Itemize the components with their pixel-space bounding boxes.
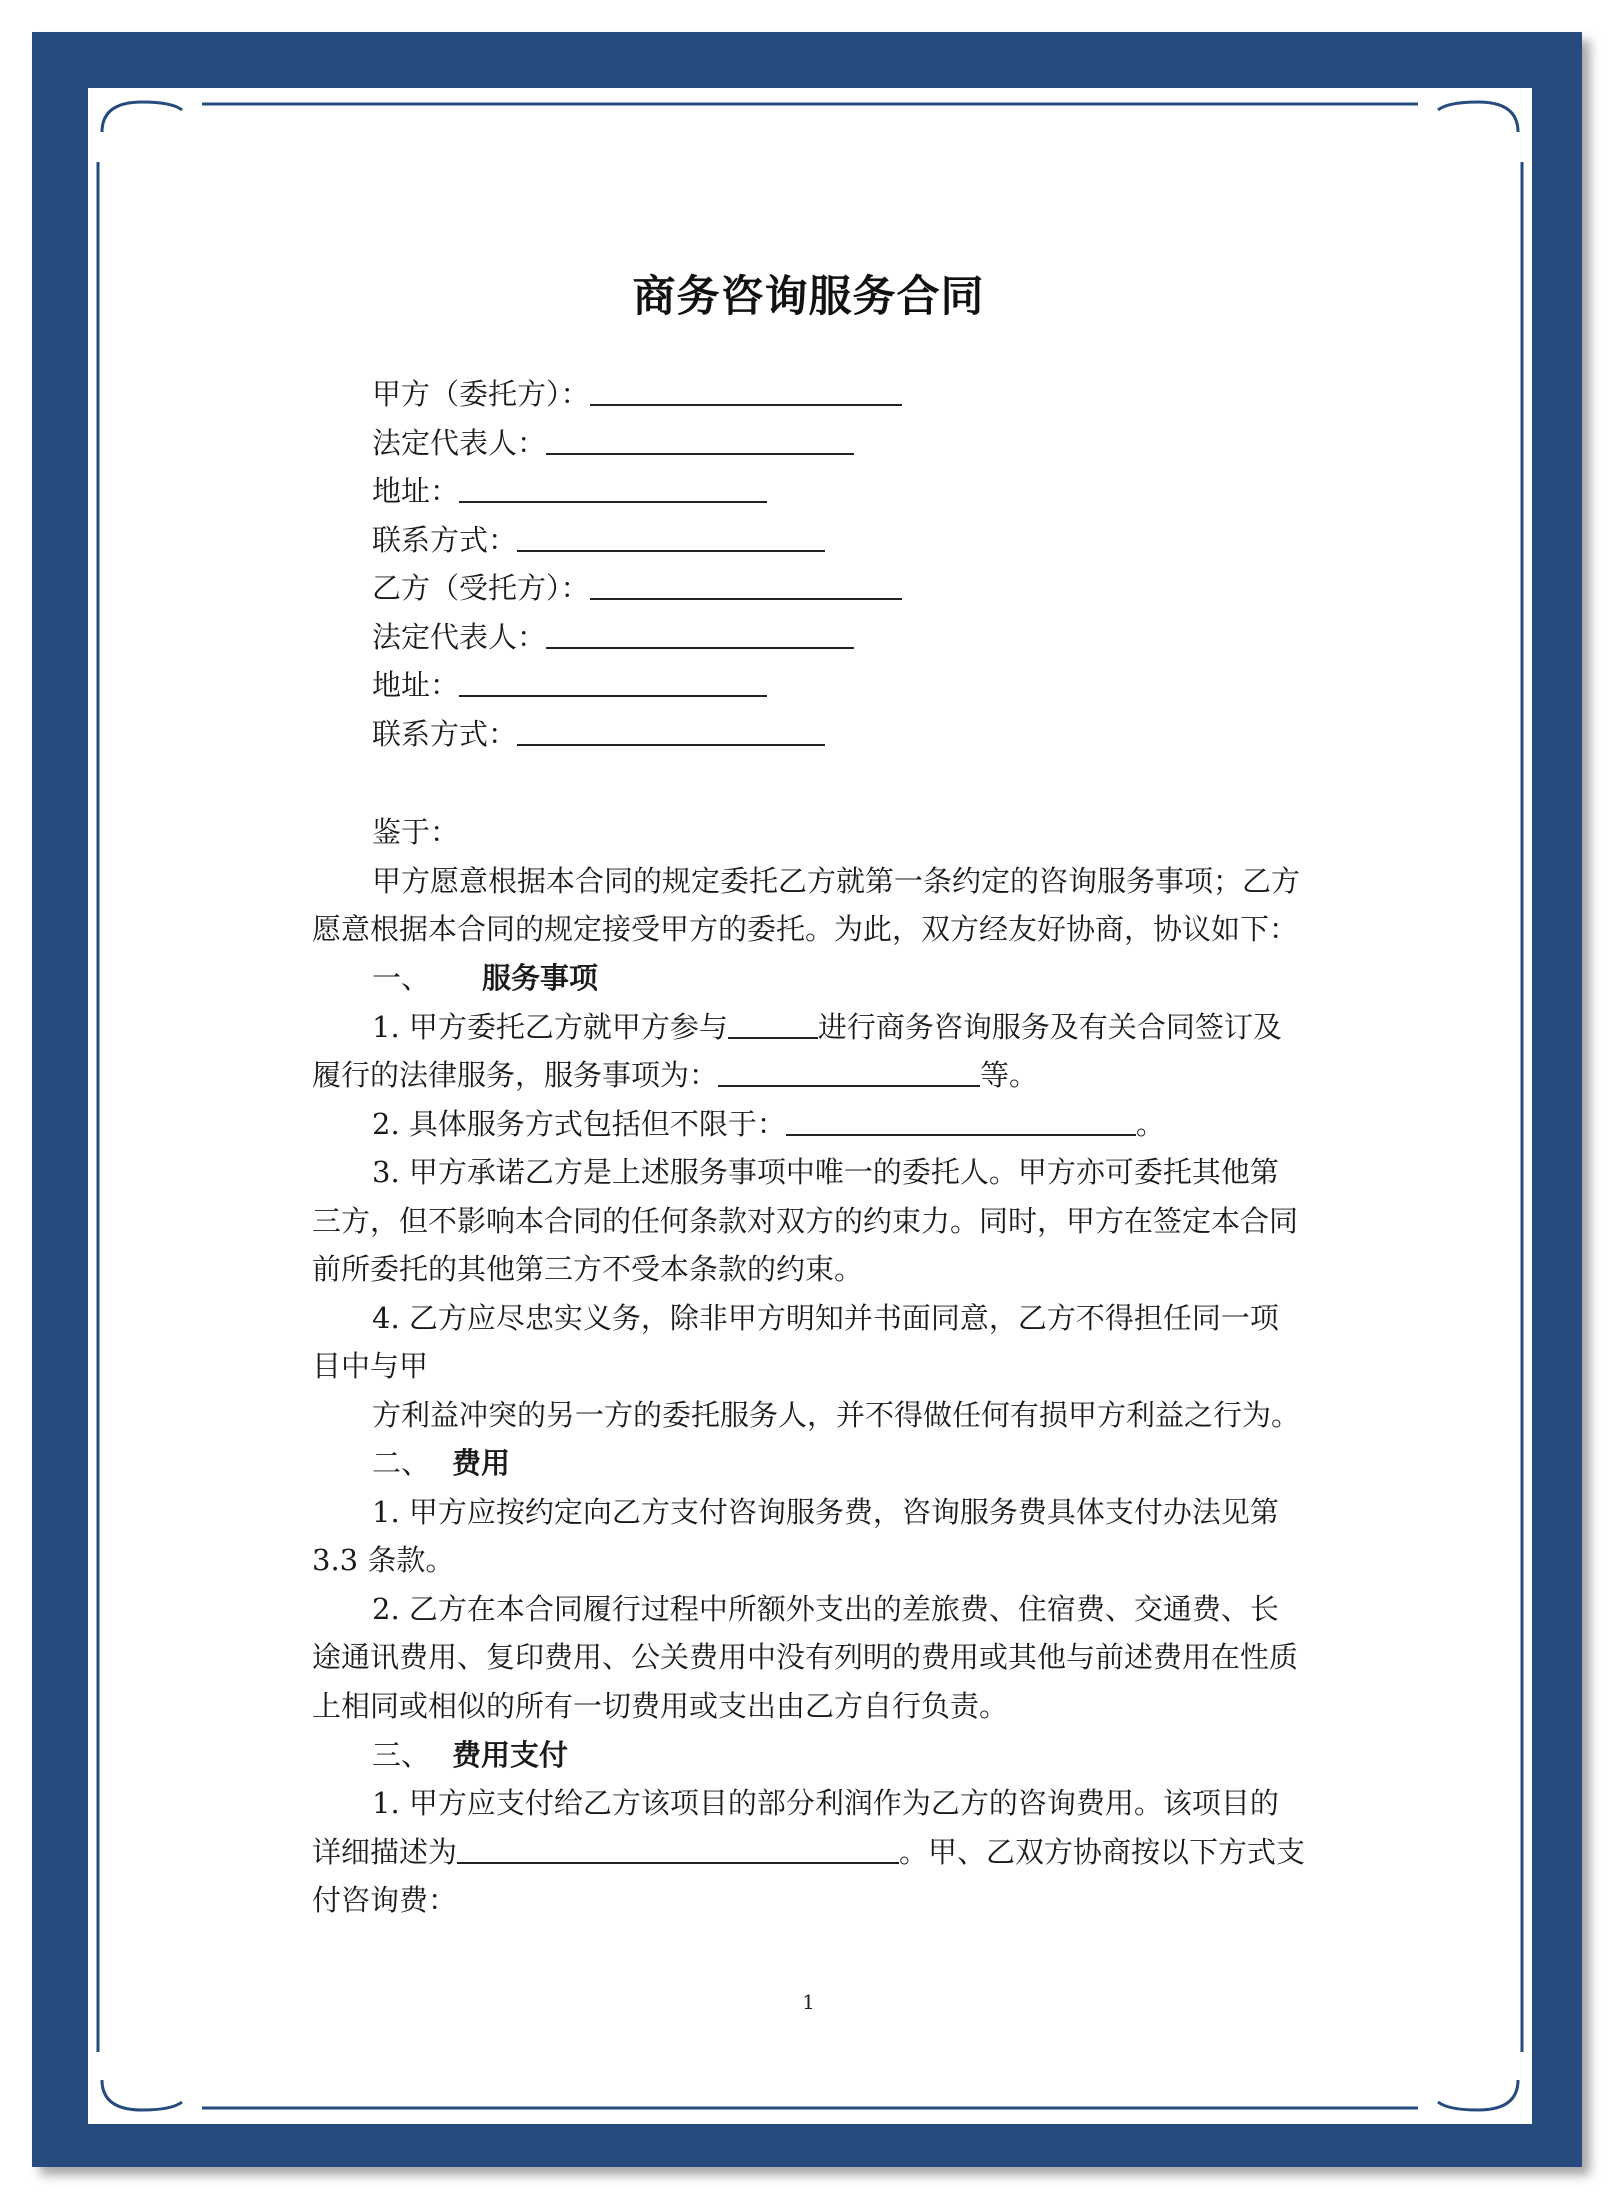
party-a-address-blank[interactable]	[459, 473, 767, 503]
contract-title: 商务咨询服务合同	[632, 272, 985, 322]
party-a-rep-label: 法定代表人：	[372, 426, 547, 460]
clause-text: 履行的法律服务，服务事项为：	[312, 1058, 719, 1092]
service-items-blank[interactable]	[718, 1057, 980, 1087]
party-a-name-line	[372, 374, 902, 414]
party-a-address-line	[372, 471, 767, 511]
section-heading	[372, 1735, 568, 1775]
party-b-name-line	[372, 568, 902, 608]
page-number: 1	[802, 1990, 815, 2014]
party-b-rep-label: 法定代表人：	[372, 620, 547, 654]
clause-line: 1. 甲方应按约定向乙方支付咨询服务费，咨询服务费具体支付办法见第	[372, 1495, 1279, 1529]
party-a-contact-line	[372, 520, 825, 560]
clause-line: 目中与甲	[312, 1349, 429, 1383]
clause-text: 1. 甲方委托乙方就甲方参与	[372, 1010, 728, 1044]
preamble-line: 愿意根据本合同的规定接受甲方的委托。为此，双方经友好协商，协议如下：	[312, 912, 1299, 946]
clause-line: 途通讯费用、复印费用、公关费用中没有列明的费用或其他与前述费用在性质	[312, 1640, 1299, 1674]
clause-line: 三方，但不影响本合同的任何条款对双方的约束力。同时，甲方在签定本合同	[312, 1204, 1299, 1238]
party-b-address-label: 地址：	[372, 668, 460, 702]
clause-line: 前所委托的其他第三方不受本条款的约束。	[312, 1252, 864, 1286]
clause-line	[312, 1832, 1305, 1872]
clause-line: 上相同或相似的所有一切费用或支出由乙方自行负责。	[312, 1689, 1009, 1723]
section-title: 费用支付	[452, 1738, 569, 1772]
section-heading	[372, 1443, 510, 1483]
clause-text: 2. 具体服务方式包括但不限于：	[372, 1107, 786, 1141]
party-b-name-blank[interactable]	[590, 570, 902, 600]
clause-line: 4. 乙方应尽忠实义务，除非甲方明知并书面同意，乙方不得担任同一项	[372, 1301, 1279, 1335]
clause-text: 等。	[980, 1058, 1039, 1092]
clause-text: 。	[1135, 1107, 1165, 1141]
section-title: 费用	[452, 1446, 511, 1480]
party-b-label: 乙方（受托方）：	[372, 571, 590, 605]
party-a-label: 甲方（委托方）：	[372, 377, 590, 411]
clause-line: 3. 甲方承诺乙方是上述服务事项中唯一的委托人。甲方亦可委托其他第	[372, 1155, 1279, 1189]
party-a-rep-blank[interactable]	[546, 425, 854, 455]
party-a-rep-line	[372, 423, 854, 463]
party-a-address-label: 地址：	[372, 474, 460, 508]
section-number: 一、	[372, 961, 431, 995]
preamble-line: 甲方愿意根据本合同的规定委托乙方就第一条约定的咨询服务事项；乙方	[372, 864, 1301, 898]
project-blank[interactable]	[728, 1009, 818, 1039]
whereas-label: 鉴于：	[372, 815, 460, 849]
party-b-rep-line	[372, 617, 854, 657]
party-b-rep-blank[interactable]	[546, 619, 854, 649]
clause-line: 1. 甲方应支付给乙方该项目的部分利润作为乙方的咨询费用。该项目的	[372, 1786, 1279, 1820]
clause-text: 进行商务咨询服务及有关合同签订及	[817, 1010, 1282, 1044]
section-heading	[372, 958, 598, 998]
party-a-name-blank[interactable]	[590, 376, 902, 406]
clause-line	[312, 1055, 1038, 1095]
party-b-contact-label: 联系方式：	[372, 717, 518, 751]
party-b-address-line	[372, 665, 767, 705]
party-a-contact-label: 联系方式：	[372, 523, 518, 557]
clause-text: 。甲、乙双方协商按以下方式支	[899, 1835, 1306, 1869]
section-number: 二、	[372, 1446, 431, 1480]
party-b-contact-line	[372, 714, 825, 754]
project-description-blank[interactable]	[457, 1834, 899, 1864]
clause-text: 详细描述为	[312, 1835, 458, 1869]
clause-line: 方利益冲突的另一方的委托服务人，并不得做任何有损甲方利益之行为。	[372, 1398, 1301, 1432]
party-b-address-blank[interactable]	[459, 667, 767, 697]
clause-line: 付咨询费：	[312, 1883, 458, 1917]
party-a-contact-blank[interactable]	[517, 522, 825, 552]
clause-line	[372, 1007, 1282, 1047]
party-b-contact-blank[interactable]	[517, 716, 825, 746]
section-number: 三、	[372, 1738, 431, 1772]
clause-line	[372, 1104, 1165, 1144]
section-title: 服务事项	[482, 961, 599, 995]
service-method-blank[interactable]	[786, 1106, 1136, 1136]
clause-line: 2. 乙方在本合同履行过程中所额外支出的差旅费、住宿费、交通费、长	[372, 1592, 1279, 1626]
clause-line: 3.3 条款。	[312, 1543, 455, 1577]
